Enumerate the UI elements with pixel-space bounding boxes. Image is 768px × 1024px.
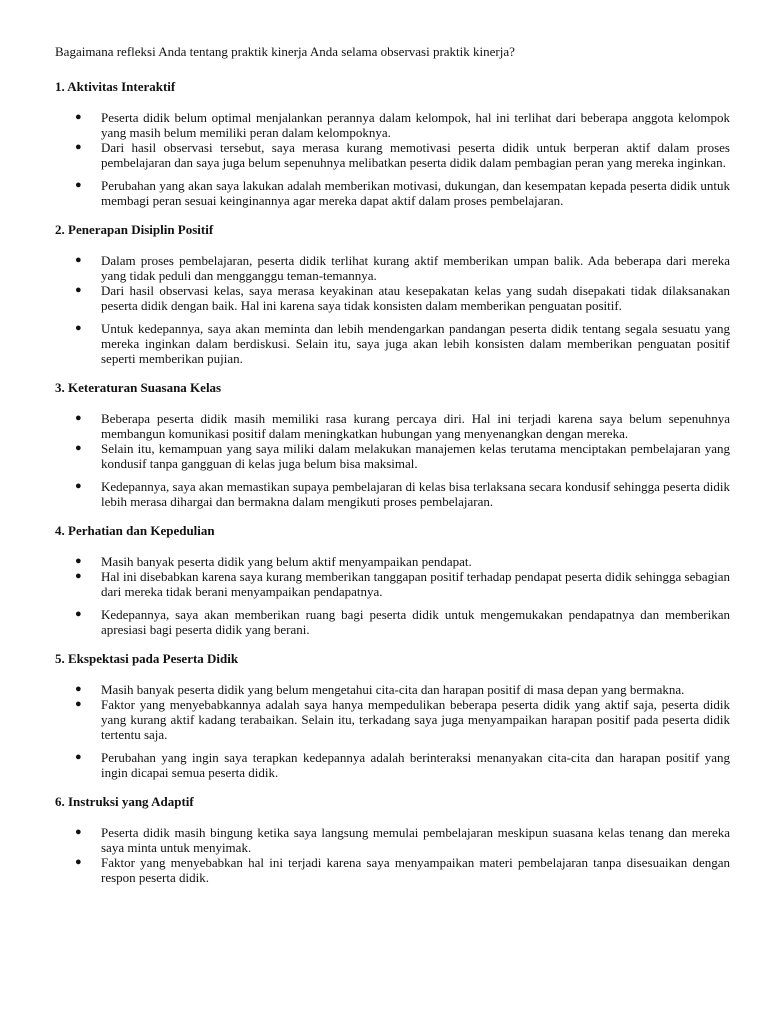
bullet-icon: ● [75, 111, 82, 123]
list-item-text: Kedepannya, saya akan memastikan supaya pembelajaran di kelas bisa terlaksana secara kondusif sehingga peserta didik lebih merasa dihargai dan bermakna dalam mengikuti proses pembelajaran. [101, 479, 730, 509]
bullet-icon: ● [75, 322, 82, 334]
section-ekspektasi-pada-peserta-didik [55, 651, 730, 780]
bullet-list [55, 825, 730, 885]
list-item-text: Kedepannya, saya akan memberikan ruang bagi peserta didik untuk mengemukakan pendapatnya dan memberikan apresiasi bagi peserta didik yang berani. [101, 607, 730, 637]
bullet-icon: ● [75, 856, 82, 868]
bullet-list [55, 253, 730, 366]
list-item [55, 411, 730, 441]
section-perhatian-dan-kepedulian [55, 523, 730, 637]
list-item-text: Selain itu, kemampuan yang saya miliki dalam melakukan manajemen kelas terutama menciptakan pembelajaran yang kondusif tanpa gangguan di kelas juga belum bisa maksimal. [101, 441, 730, 471]
section-aktivitas-interaktif [55, 79, 730, 208]
section-heading: 6. Instruksi yang Adaptif [55, 794, 194, 809]
list-item-text: Masih banyak peserta didik yang belum mengetahui cita-cita dan harapan positif di masa depan yang bermakna. [101, 682, 685, 697]
list-item-text: Masih banyak peserta didik yang belum aktif menyampaikan pendapat. [101, 554, 472, 569]
bullet-icon: ● [75, 698, 82, 710]
section-heading: 4. Perhatian dan Kepedulian [55, 523, 215, 538]
list-item-text: Perubahan yang ingin saya terapkan kedepannya adalah berinteraksi menanyakan cita-cita dan harapan positif yang ingin dicapai semua peserta didik. [101, 750, 730, 780]
list-item [55, 479, 730, 509]
list-item [55, 283, 730, 313]
section-keteraturan-suasana-kelas [55, 380, 730, 509]
reflection-question: Bagaimana refleksi Anda tentang praktik kinerja Anda selama observasi praktik kinerja? [55, 44, 515, 59]
bullet-icon: ● [75, 480, 82, 492]
list-item [55, 855, 730, 885]
list-item-text: Untuk kedepannya, saya akan meminta dan lebih mendengarkan pandangan peserta didik tentang segala sesuatu yang mereka inginkan dalam berdiskusi. Selain itu, saya juga akan lebih konsisten dalam memberikan penguatan positif seperti memberikan pujian. [101, 321, 730, 366]
section-penerapan-disiplin-positif [55, 222, 730, 366]
list-item [55, 750, 730, 780]
list-item [55, 569, 730, 599]
list-item [55, 178, 730, 208]
section-heading: 3. Keteraturan Suasana Kelas [55, 380, 222, 395]
bullet-icon: ● [75, 826, 82, 838]
list-item-text: Dari hasil observasi kelas, saya merasa keyakinan atau kesepakatan kelas yang sudah disepakati tidak dilaksanakan peserta didik dengan baik. Hal ini karena saya tidak konsisten dalam memberikan penguatan positif. [101, 283, 730, 313]
list-item [55, 321, 730, 366]
list-item [55, 697, 730, 742]
list-item [55, 441, 730, 471]
bullet-icon: ● [75, 751, 82, 763]
document-page [55, 44, 730, 885]
bullet-icon: ● [75, 254, 82, 266]
list-item [55, 140, 730, 170]
section-instruksi-yang-adaptif [55, 794, 730, 885]
bullet-list [55, 682, 730, 780]
list-item [55, 682, 730, 697]
section-heading: 2. Penerapan Disiplin Positif [55, 222, 214, 237]
list-item-text: Peserta didik belum optimal menjalankan perannya dalam kelompok, hal ini terlihat dari beberapa anggota kelompok yang masih belum memiliki peran dalam kelompoknya. [101, 110, 730, 140]
list-item-text: Perubahan yang akan saya lakukan adalah memberikan motivasi, dukungan, dan kesempatan kepada peserta didik untuk membagi peran sesuai keinginannya agar mereka dapat aktif dalam proses pembelajaran. [101, 178, 730, 208]
section-heading: 1. Aktivitas Interaktif [55, 79, 176, 94]
list-item [55, 607, 730, 637]
bullet-icon: ● [75, 555, 82, 567]
bullet-icon: ● [75, 284, 82, 296]
list-item [55, 253, 730, 283]
list-item [55, 110, 730, 140]
bullet-list [55, 411, 730, 509]
bullet-icon: ● [75, 442, 82, 454]
bullet-list [55, 110, 730, 208]
bullet-icon: ● [75, 608, 82, 620]
list-item [55, 825, 730, 855]
bullet-icon: ● [75, 570, 82, 582]
list-item-text: Dari hasil observasi tersebut, saya merasa kurang memotivasi peserta didik untuk berperan aktif dalam proses pembelajaran dan saya juga belum sepenuhnya melibatkan peserta didik dalam pembagian peran yang mereka inginkan. [101, 140, 730, 170]
list-item-text: Faktor yang menyebabkannya adalah saya hanya mempedulikan beberapa peserta didik yang aktif saja, peserta didik yang kurang aktif kadang terabaikan. Selain itu, terkadang saya juga menyampaikan harapan positif pada peserta didik tertentu saja. [101, 697, 730, 742]
list-item-text: Beberapa peserta didik masih memiliki rasa kurang percaya diri. Hal ini terjadi karena saya belum sepenuhnya membangun komunikasi positif dalam meningkatkan hubungan yang menyenangkan dengan mereka. [101, 411, 730, 441]
list-item-text: Faktor yang menyebabkan hal ini terjadi karena saya menyampaikan materi pembelajaran tanpa disesuaikan dengan respon peserta didik. [101, 855, 730, 885]
list-item-text: Peserta didik masih bingung ketika saya langsung memulai pembelajaran meskipun suasana kelas tenang dan mereka saya minta untuk menyimak. [101, 825, 730, 855]
list-item [55, 554, 730, 569]
list-item-text: Dalam proses pembelajaran, peserta didik terlihat kurang aktif memberikan umpan balik. Ada beberapa dari mereka yang tidak peduli dan mengganggu teman-temannya. [101, 253, 730, 283]
bullet-icon: ● [75, 141, 82, 153]
list-item-text: Hal ini disebabkan karena saya kurang memberikan tanggapan positif terhadap pendapat peserta didik sehingga sebagian dari mereka tidak berani menyampaikan pendapatnya. [101, 569, 730, 599]
section-heading: 5. Ekspektasi pada Peserta Didik [55, 651, 239, 666]
bullet-list [55, 554, 730, 637]
bullet-icon: ● [75, 179, 82, 191]
bullet-icon: ● [75, 412, 82, 424]
bullet-icon: ● [75, 683, 82, 695]
